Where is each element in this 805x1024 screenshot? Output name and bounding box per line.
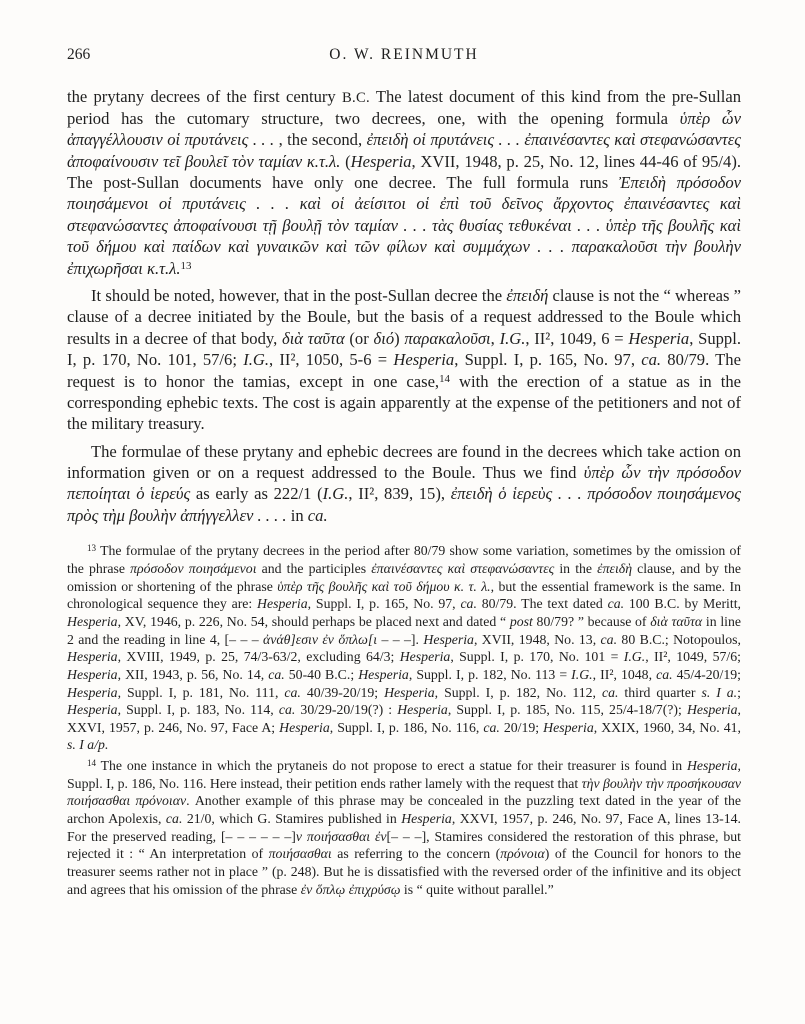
footnotes-section	[67, 542, 741, 898]
page-number: 266	[67, 46, 91, 63]
body-paragraph-2: It should be noted, however, that in the post-Sullan decree the ἐπειδή clause is not the “ whereas ” clause of a decree initiated by the Boule, but the basis of a request addressed to the Boule which results in a decree of that body, διὰ ταῦτα (or διό) παρακαλοῦσι, I.G., II², 1049, 6 = Hesperia, Suppl. I, p. 170, No. 101, 57/6; I.G., II², 1050, 5-6 = Hesperia, Suppl. I, p. 165, No. 97, ca. 80/79. The request is to honor the tamias, except in one case,$^{14}$ with the erection of a statue as in the corresponding ephebic texts. The cost is again apparently at the expense of the petitioners and not of the military treasury.	[67, 285, 741, 434]
body-paragraph-3: The formulae of these prytany and ephebic decrees are found in the decrees which take action on information given or on a request addressed to the Boule. Thus we find ὑπὲρ ὧν τὴν πρόσοδον πεποίηται ὁ ἱερεύς as early as 222/1 (I.G., II², 839, 15), ἐπειδὴ ὁ ἱερεὺς . . . πρόσοδον ποιησάμενος πρὸς τὴμ βουλὴν ἀπήγγελλεν . . . . in ca.	[67, 441, 742, 525]
page-header	[67, 46, 741, 68]
footnote-13: $^{13}$ The formulae of the prytany decrees in the period after 80/79 show some variation, sometimes by the omission of the phrase πρόσοδον ποιησάμενοι and the participles ἐπαινέσαντες καὶ στεφανώσαντες in the ἐπειδὴ clause, and by the omission or shortening of the phrase ὑπὲρ τῆς βουλῆς καὶ τοῦ δήμου κ. τ. λ., but the essential framework is the same. In chronological sequence they are: Hesperia, Suppl. I, p. 165, No. 97, ca. 80/79. The text dated ca. 100 B.C. by Meritt, Hesperia, XV, 1946, p. 226, No. 54, should perhaps be placed next and dated “ post 80/79? ” because of διὰ ταῦτα in line 2 and the reading in line 4, [– – – ἀνάθ]εσιν ἐν ὅπλω[ι – – –]. Hesperia, XVII, 1948, No. 13, ca. 80 B.C.; Notopoulos, Hesperia, XVIII, 1949, p. 25, 74/3-63/2, excluding 64/3; Hesperia, Suppl. I, p. 170, No. 101 = I.G., II², 1049, 57/6; Hesperia, XII, 1943, p. 56, No. 14, ca. 50-40 B.C.; Hesperia, Suppl. I, p. 182, No. 113 = I.G., II², 1048, ca. 45/4-20/19; Hesperia, Suppl. I, p. 181, No. 111, ca. 40/39-20/19; Hesperia, Suppl. I, p. 182, No. 112, ca. third quarter s. I a.; Hesperia, Suppl. I, p. 183, No. 114, ca. 30/29-20/19(?) : Hesperia, Suppl. I, p. 185, No. 115, 25/4-18/7(?); Hesperia, XXVI, 1957, p. 246, No. 97, Face A; Hesperia, Suppl. I, p. 186, No. 116, ca. 20/19; Hesperia, XXIX, 1960, 34, No. 41, s. I a/p.	[67, 543, 742, 753]
running-head: O. W. REINMUTH	[329, 46, 479, 63]
body-paragraph-1: the prytany decrees of the first century B.C. The latest document of this kind from the pre-Sullan period has the cutomary structure, two decrees, one, with the opening formula ὑπὲρ ὧν ἀπαγγέλλουσιν οἱ πρυτάνεις . . . , the second, ἐπειδὴ οἱ πρυτάνεις . . . ἐπαινέσαντες καὶ στεφανώσαντες ἀποφαίνουσιν τεῖ βουλεῖ τὸν ταμίαν κ.τ.λ. (Hesperia, XVII, 1948, p. 25, No. 12, lines 44-46 of 95/4). The post-Sullan documents have only one decree. The full formula runs Ἐπειδὴ πρόσοδον ποιησάμενοι οἱ πρυτάνεις . . . καὶ οἱ ἀείσιτοι οἱ ἐπὶ τοῦ δεῖνος ἄρχοντος ἐπαινέσαντες καὶ στεφανώσαντες ἀποφαίνουσι τῇ βουλῇ τὸν ταμίαν . . . τὰς θυσίας τεθυκέναι . . . ὑπὲρ τῆς βουλῆς καὶ τοῦ δήμου καὶ παίδων καὶ γυναικῶν καὶ τῶν φίλων καὶ συμμάχων . . . παρακαλοῦσι τὴν βουλὴν ἐπιχωρῆσαι κ.τ.λ.$^{13}$	[67, 87, 742, 278]
footnote-14: $^{14}$ The one instance in which the prytaneis do not propose to erect a statue for their treasurer is found in Hesperia, Suppl. I, p. 186, No. 116. Here instead, their petition ends rather lamely with the request that τὴν βουλὴν τὴν προσήκουσαν ποιήσασθαι πρόνοιαν. Another example of this phrase may be concealed in the puzzling text dated in the year of the archon Apolexis, ca. 21/0, which G. Stamires published in Hesperia, XXVI, 1957, p. 246, No. 97, Face A, lines 13-14. For the preserved reading, [– – – – – –]ν ποιήσασθαι ἐν[– – –], Stamires considered the restoration of this phrase, but rejected it : “ An interpretation of ποιήσασθαι as referring to the concern (πρόνοια) of the Council for honors to the treasurer seems rather not in place ” (p. 248). But he is dissatisfied with the reversed order of the infinitive and its object and agrees that his omission of the phrase ἐν ὅπλῳ ἐπιχρύσῳ is “ quite without parallel.”	[67, 758, 742, 897]
article-body	[67, 86, 741, 526]
